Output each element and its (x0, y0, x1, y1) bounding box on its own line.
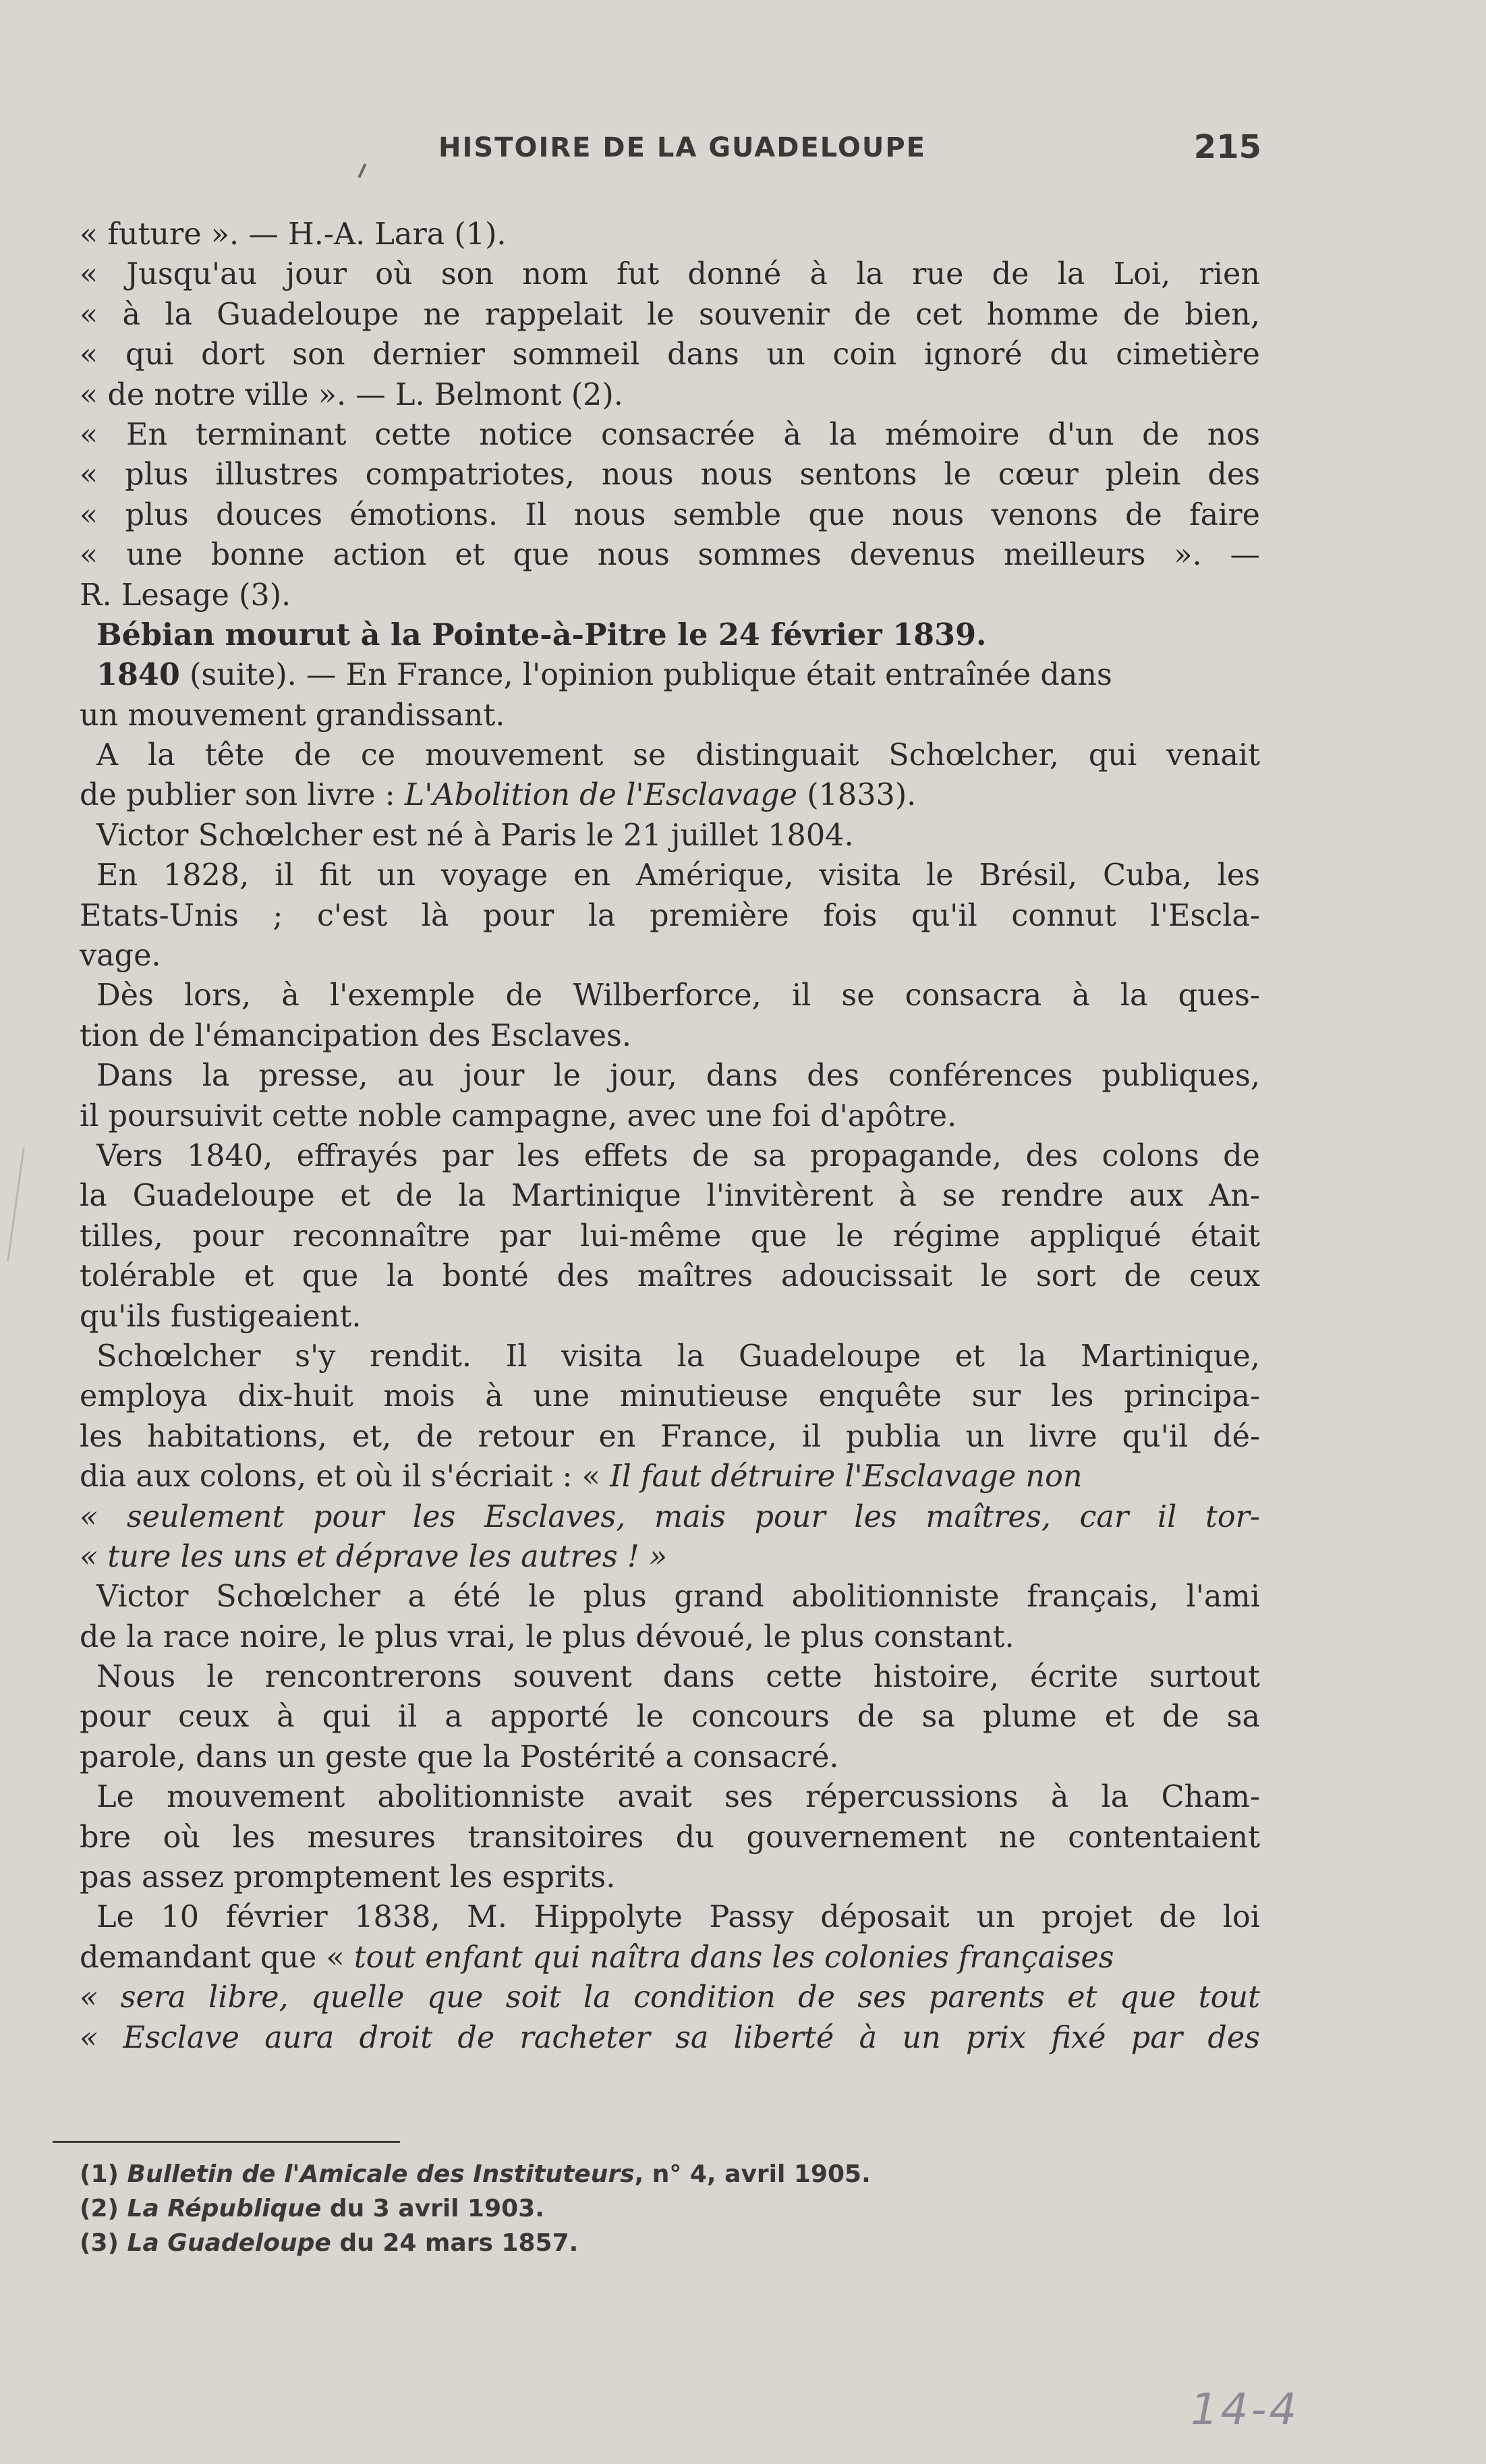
text-line: il poursuivit cette noble campagne, avec une foi d'apôtre. (80, 1098, 957, 1133)
footnote-detail: du 24 mars 1857. (331, 2229, 579, 2257)
footnote-marker: (2) (80, 2195, 127, 2222)
page-header (438, 128, 1261, 179)
text-line: A la tête de ce mouvement se distinguait Schœlcher, qui venait (96, 738, 1260, 773)
text-line: « plus douces émotions. Il nous semble que nous venons de faire (80, 497, 1260, 532)
text-line: la Guadeloupe et de la Martinique l'invitèrent à se rendre aux An- (80, 1179, 1260, 1214)
text-line (80, 1457, 1260, 1496)
text-line: « à la Guadeloupe ne rappelait le souvenir de cet homme de bien, (80, 297, 1260, 332)
text-line: « future ». — H.-A. Lara (1). (80, 217, 507, 252)
text-line: Vers 1840, effrayés par les effets de sa propagande, des colons de (96, 1138, 1260, 1173)
text-line: « sera libre, quelle que soit la condition de ses parents et que tout (80, 1980, 1260, 2015)
text-segment: de publier son livre : (80, 778, 405, 813)
text-line: Bébian mourut à la Pointe-à-Pitre le 24 février 1839. (96, 617, 987, 652)
footnote-rule (53, 2141, 400, 2143)
text-line: Etats-Unis ; c'est là pour la première fois qu'il connut l'Escla- (80, 898, 1260, 933)
text-line: employa dix-huit mois à une minutieuse enquête sur les principa- (80, 1379, 1260, 1414)
text-line: pas assez promptement les esprits. (80, 1860, 616, 1895)
text-line: un mouvement grandissant. (80, 698, 505, 733)
quote-italic: tout enfant qui naîtra dans les colonies françaises (353, 1940, 1114, 1975)
margin-mark (7, 1148, 25, 1262)
text-line: parole, dans un geste que la Postérité a consacré. (80, 1739, 839, 1774)
text-line: Dans la presse, au jour le jour, dans des conférences publiques, (96, 1059, 1260, 1094)
text-line: « qui dort son dernier sommeil dans un coin ignoré du cimetière (80, 337, 1260, 372)
text-line (80, 655, 1260, 695)
body-text (80, 215, 1260, 2058)
footnote-3 (80, 2226, 1091, 2260)
text-line: « une bonne action et que nous sommes devenus meilleurs ». — (80, 538, 1260, 573)
footnotes (80, 2157, 1091, 2260)
text-line: Le 10 février 1838, M. Hippolyte Passy déposait un projet de loi (96, 1900, 1260, 1935)
text-line: tilles, pour reconnaître par lui-même que le régime appliqué était (80, 1219, 1260, 1254)
text-line: « plus illustres compatriotes, nous nous sentons le cœur plein des (80, 457, 1260, 493)
text-line: « ture les uns et déprave les autres ! » (80, 1539, 668, 1574)
handwritten-annotation: 14-4 (1191, 2385, 1300, 2435)
pencil-tick-mark (358, 163, 367, 178)
footnote-marker: (3) (80, 2229, 127, 2257)
text-segment: dia aux colons, et où il s'écriait : « (80, 1459, 610, 1494)
running-title: HISTOIRE DE LA GUADELOUPE (438, 132, 926, 163)
text-line (80, 1938, 1260, 1978)
footnote-detail: du 3 avril 1903. (321, 2195, 544, 2222)
text-line: Schœlcher s'y rendit. Il visita la Guadeloupe et la Martinique, (96, 1339, 1260, 1374)
text-line: qu'ils fustigeaient. (80, 1299, 362, 1334)
text-line (80, 775, 1260, 815)
footnote-1 (80, 2157, 1091, 2191)
book-title: L'Abolition de l'Esclavage (404, 778, 798, 813)
year-heading: 1840 (96, 657, 180, 693)
footnote-source: La Guadeloupe (127, 2229, 331, 2257)
text-line: bre où les mesures transitoires du gouvernement ne contentaient (80, 1820, 1260, 1855)
text-line: « En terminant cette notice consacrée à la mémoire d'un de nos (80, 417, 1260, 452)
footnote-marker: (1) (80, 2160, 127, 2188)
text-line: de la race noire, le plus vrai, le plus dévoué, le plus constant. (80, 1619, 1015, 1654)
text-line: Dès lors, à l'exemple de Wilberforce, il se consacra à la ques- (96, 978, 1260, 1013)
footnote-source: La République (127, 2195, 322, 2222)
footnote-2 (80, 2191, 1091, 2226)
text-segment: (1833). (797, 778, 917, 813)
text-line: tolérable et que la bonté des maîtres adoucissait le sort de ceux (80, 1259, 1260, 1294)
text-line-content: (suite). — En France, l'opinion publique était entraînée dans (190, 658, 1112, 693)
text-segment: demandant que « (80, 1940, 354, 1975)
quote-italic: Il faut détruire l'Esclavage non (610, 1459, 1083, 1494)
text-line: R. Lesage (3). (80, 578, 291, 613)
text-line: « seulement pour les Esclaves, mais pour les maîtres, car il tor- (80, 1499, 1260, 1534)
footnote-detail: , n° 4, avril 1905. (634, 2160, 871, 2188)
text-line: les habitations, et, de retour en France, il publia un livre qu'il dé- (80, 1419, 1260, 1454)
text-line: Victor Schœlcher a été le plus grand abolitionniste français, l'ami (96, 1579, 1260, 1615)
text-line: pour ceux à qui il a apporté le concours de sa plume et de sa (80, 1700, 1260, 1735)
text-line: Nous le rencontrerons souvent dans cette histoire, écrite surtout (96, 1660, 1260, 1695)
footnote-source: Bulletin de l'Amicale des Instituteurs (127, 2160, 635, 2188)
text-line: vage. (80, 939, 161, 974)
text-line: En 1828, il fit un voyage en Amérique, visita le Brésil, Cuba, les (96, 858, 1260, 893)
page-number: 215 (1193, 128, 1261, 166)
text-line: tion de l'émancipation des Esclaves. (80, 1018, 632, 1053)
text-line: « Jusqu'au jour où son nom fut donné à la rue de la Loi, rien (80, 257, 1260, 292)
text-line: « Esclave aura droit de racheter sa liberté à un prix fixé par des (80, 2020, 1260, 2055)
text-line: Le mouvement abolitionniste avait ses répercussions à la Cham- (96, 1780, 1260, 1815)
text-line: « de notre ville ». — L. Belmont (2). (80, 377, 623, 412)
text-line: Victor Schœlcher est né à Paris le 21 juillet 1804. (96, 818, 854, 853)
